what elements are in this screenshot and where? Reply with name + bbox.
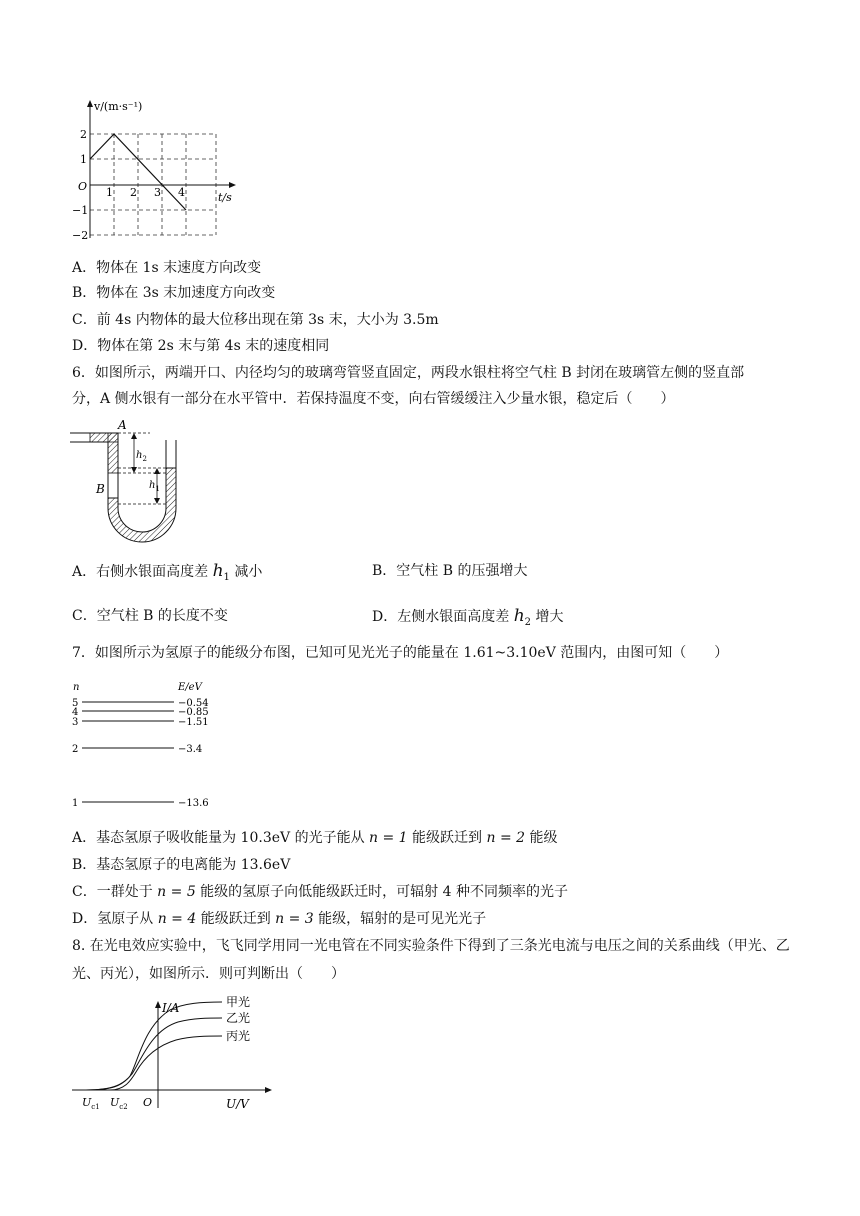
q6-option-b: B．空气柱 B 的压强增大 <box>372 563 528 579</box>
vt-y-axis-label: v/(m·s⁻¹) <box>94 100 143 113</box>
energy-level-e: −0.54 <box>178 698 209 709</box>
energy-level-e: −0.85 <box>178 707 209 718</box>
q6-option-d: D．左侧水银面高度差 $h_2$ 增大 <box>372 606 564 628</box>
photo-uc2: $U_{c2}$ <box>110 1096 128 1111</box>
vt-y-tick: −2 <box>72 229 89 242</box>
u-tube-figure <box>70 418 200 550</box>
photo-x-label: U/V <box>226 1097 249 1111</box>
energy-level-e: −1.51 <box>178 717 209 728</box>
q7-option-b: B．基态氢原子的电离能为 13.6eV <box>72 857 291 873</box>
vt-graph-figure <box>70 96 240 242</box>
q6-stem-line2: 分，A 侧水银有一部分在水平管中．若保持温度不变，向右管缓缓注入少量水银，稳定后（ ） <box>72 391 675 407</box>
q8-stem: 8. 在光电效应实验中，飞飞同学用同一光电管在不同实验条件下得到了三条光电流与电压之间的关系曲线（甲光、乙光、丙光），如图所示．则可判断出（ ） <box>72 938 790 982</box>
curve-jia <box>86 1002 222 1090</box>
curve-yi <box>86 1018 222 1090</box>
q7-stem: 7．如图所示为氢原子的能级分布图，已知可见光光子的能量在 1.61~3.10eV 范围内，由图可知（ ） <box>72 645 729 661</box>
energy-level-e: −13.6 <box>178 798 209 809</box>
q5-option-a: A．物体在 1s 末速度方向改变 <box>72 260 262 276</box>
energy-n-header: n <box>73 682 80 693</box>
u-tube-label-h2: $h_2$ <box>136 450 147 463</box>
q5-option-d: D．物体在第 2s 末与第 4s 末的速度相同 <box>72 338 330 354</box>
vt-y-tick: 2 <box>80 128 87 141</box>
photoelectric-figure <box>72 996 282 1112</box>
energy-e-header: E/eV <box>178 682 202 693</box>
photo-origin: O <box>143 1096 153 1109</box>
u-tube-label-a: A <box>118 418 127 432</box>
photo-curve-label-bing: 丙光 <box>226 1029 251 1043</box>
vt-x-tick: 1 <box>106 186 113 199</box>
energy-level-n: 4 <box>72 707 79 718</box>
q5-option-c: C．前 4s 内物体的最大位移出现在第 3s 末，大小为 3.5m <box>72 312 439 328</box>
q7-option-d: D．氢原子从 n = 4 能级跃迁到 n = 3 能级，辐射的是可见光光子 <box>72 911 487 927</box>
vt-y-tick: −1 <box>72 204 89 217</box>
q6-stem-line1: 6．如图所示，两端开口、内径均匀的玻璃弯管竖直固定，两段水银柱将空气柱 B 封闭在玻璃管左侧的竖直部 <box>72 365 745 381</box>
q6-option-a: A．右侧水银面高度差 $h_1$ 减小 <box>72 561 263 583</box>
vt-origin-label: O <box>78 180 88 193</box>
q6-option-c: C．空气柱 B 的长度不变 <box>72 608 228 624</box>
u-tube-label-h1: $h_1$ <box>149 480 160 493</box>
energy-level-n: 5 <box>72 698 79 709</box>
photo-uc1: $U_{c1}$ <box>82 1096 100 1111</box>
curve-bing <box>110 1036 222 1090</box>
vt-x-tick: 2 <box>130 186 137 199</box>
energy-level-n: 1 <box>72 798 79 809</box>
vt-x-tick: 4 <box>178 186 185 199</box>
vt-x-axis-label: t/s <box>218 191 232 204</box>
vt-y-tick: 1 <box>80 153 87 166</box>
q7-option-a: A．基态氢原子吸收能量为 10.3eV 的光子能从 n = 1 能级跃迁到 n = 2 能级 <box>72 830 558 846</box>
photo-y-label: I/A <box>162 1001 180 1015</box>
vt-x-tick: 3 <box>154 186 161 199</box>
energy-level-e: −3.4 <box>178 744 203 755</box>
u-tube-label-b: B <box>96 482 105 496</box>
photo-curve-label-jia: 甲光 <box>226 996 251 1009</box>
energy-level-n: 2 <box>72 744 79 755</box>
energy-level-n: 3 <box>72 717 79 728</box>
q7-option-c: C．一群处于 n = 5 能级的氢原子向低能级跃迁时，可辐射 4 种不同频率的光子 <box>72 884 568 900</box>
energy-level-figure <box>70 678 230 812</box>
photo-curve-label-yi: 乙光 <box>226 1011 251 1025</box>
q5-option-b: B．物体在 3s 末加速度方向改变 <box>72 285 276 301</box>
